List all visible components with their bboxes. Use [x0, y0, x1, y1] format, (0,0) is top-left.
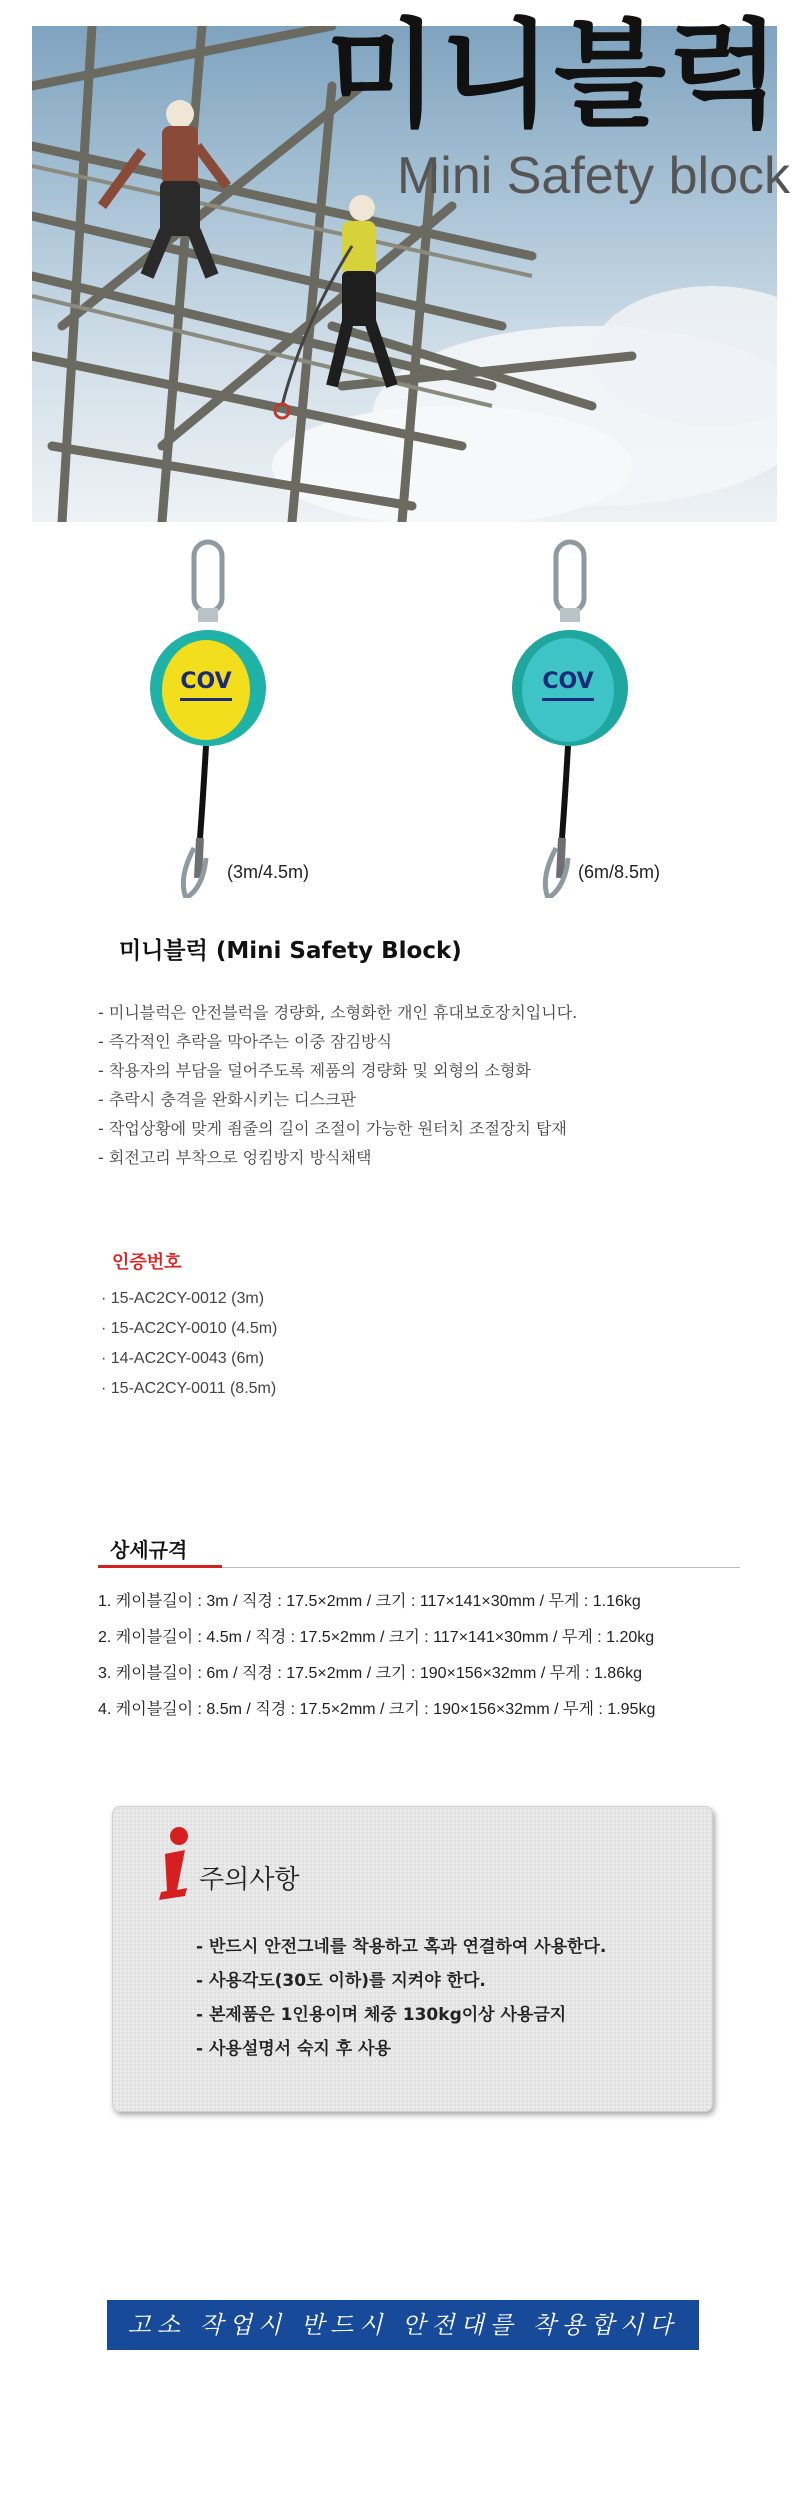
- info-icon: [155, 1826, 195, 1900]
- caution-item: - 반드시 안전그네를 착용하고 혹과 연결하여 사용한다.: [196, 1937, 607, 1957]
- feature-item: - 작업상황에 맞게 죔줄의 길이 조절이 가능한 원터치 조절장치 탑재: [98, 1119, 567, 1138]
- brand-logo: COV: [542, 669, 594, 694]
- certification-item: · 15-AC2CY-0011 (8.5m): [101, 1380, 277, 1397]
- certification-item: · 14-AC2CY-0043 (6m): [101, 1350, 265, 1367]
- caution-title: 주의사항: [199, 1865, 300, 1895]
- heading-underline: [98, 1565, 222, 1568]
- caution-box: [112, 1806, 713, 2112]
- brand-logo: COV: [180, 669, 232, 694]
- product-caption-small: (3m/4.5m): [227, 862, 310, 882]
- certification-item: · 15-AC2CY-0010 (4.5m): [101, 1320, 278, 1337]
- spec-item: 4. 케이블길이 : 8.5m / 직경 : 17.5×2mm / 크기 : 190×156×32mm / 무게 : 1.95kg: [98, 1701, 656, 1718]
- feature-item: - 즉각적인 추락을 막아주는 이중 잠김방식: [98, 1032, 392, 1051]
- section-title-intro: 미니블럭 (Mini Safety Block): [119, 938, 462, 964]
- feature-item: - 추락시 충격을 완화시키는 디스크판: [98, 1090, 356, 1109]
- caution-item: - 사용각도(30도 이하)를 지켜야 한다.: [196, 1971, 486, 1991]
- product-image-large: [510, 538, 630, 898]
- feature-item: - 미니블럭은 안전블럭을 경량화, 소형화한 개인 휴대보호장치입니다.: [98, 1003, 578, 1022]
- hero-title-english: Mini Safety block: [396, 147, 790, 205]
- safety-banner-text: 고소 작업시 반드시 안전대를 착용합시다: [127, 2311, 679, 2339]
- certification-heading: 인증번호: [112, 1252, 182, 1273]
- spec-item: 1. 케이블길이 : 3m / 직경 : 17.5×2mm / 크기 : 117×141×30mm / 무게 : 1.16kg: [98, 1593, 641, 1610]
- caution-item: - 본제품은 1인용이며 체중 130kg이상 사용금지: [196, 2005, 567, 2025]
- feature-item: - 회전고리 부착으로 엉킴방지 방식채택: [98, 1148, 372, 1167]
- spec-item: 3. 케이블길이 : 6m / 직경 : 17.5×2mm / 크기 : 190×156×32mm / 무게 : 1.86kg: [98, 1665, 642, 1682]
- spec-item: 2. 케이블길이 : 4.5m / 직경 : 17.5×2mm / 크기 : 117×141×30mm / 무게 : 1.20kg: [98, 1629, 655, 1646]
- certification-item: · 15-AC2CY-0012 (3m): [101, 1290, 265, 1307]
- product-caption-large: (6m/8.5m): [578, 862, 661, 882]
- specs-heading: 상세규격: [110, 1538, 188, 1562]
- caution-item: - 사용설명서 숙지 후 사용: [196, 2039, 391, 2059]
- product-image-small: [148, 538, 268, 898]
- feature-item: - 착용자의 부담을 덜어주도록 제품의 경량화 및 외형의 소형화: [98, 1061, 531, 1080]
- hero-title-korean: 미니블럭: [325, 8, 782, 143]
